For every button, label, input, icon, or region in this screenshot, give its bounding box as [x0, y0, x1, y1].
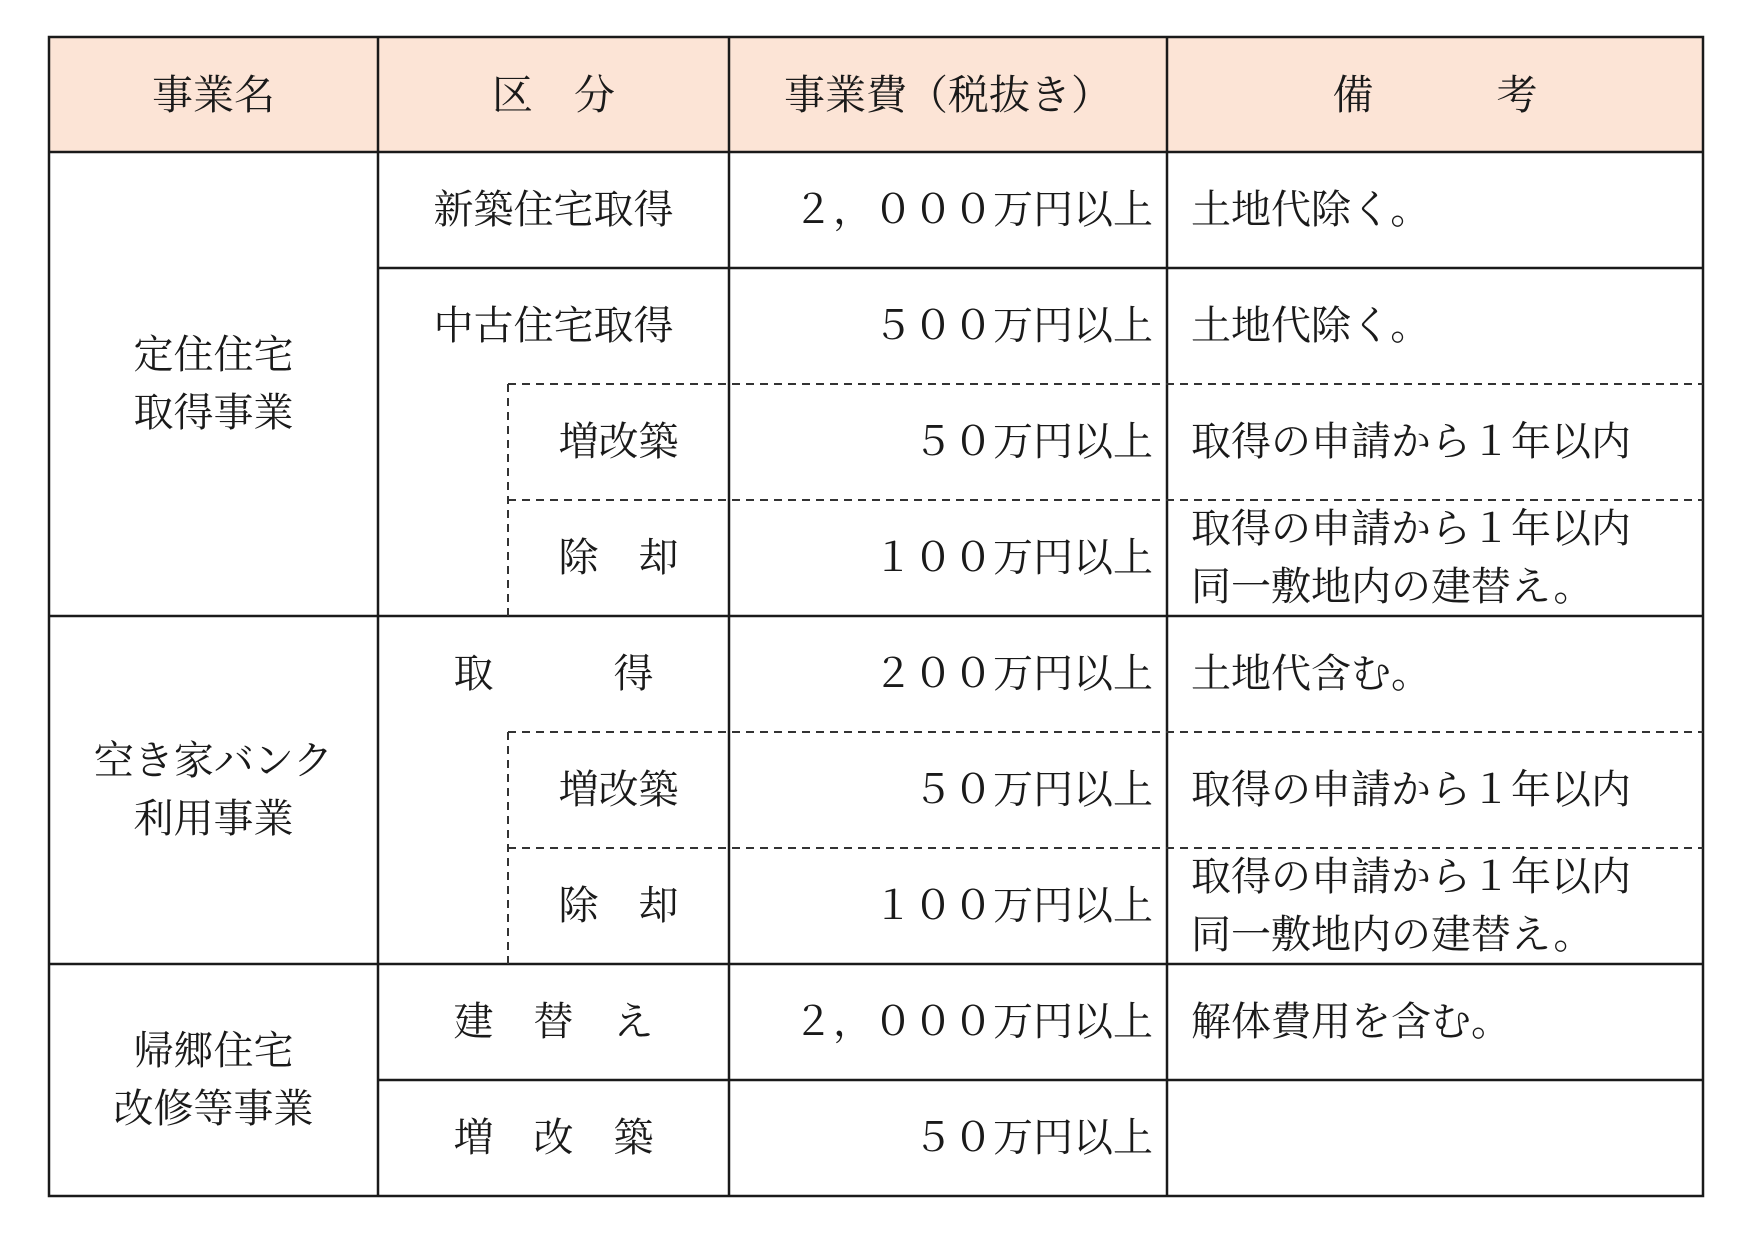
row-category: 増 改 築: [453, 1115, 654, 1161]
row-category: 除 却: [558, 883, 679, 929]
row-remarks: 取得の申請から１年以内 同一敷地内の建替え。: [1191, 854, 1631, 958]
row-cost: ２，０００万円以上: [793, 999, 1153, 1045]
row-category: 建 替 え: [453, 999, 654, 1045]
row-remarks: [1167, 1080, 1703, 1196]
header-remarks: 備 考: [1332, 70, 1538, 119]
header-category: 区 分: [492, 70, 615, 119]
row-cost: １００万円以上: [873, 883, 1153, 929]
row-category: 中古住宅取得: [433, 303, 674, 349]
row-remarks: 取得の申請から１年以内 同一敷地内の建替え。: [1191, 506, 1631, 610]
row-remarks: 土地代除く。: [1191, 303, 1431, 349]
row-cost: ５０万円以上: [913, 767, 1153, 813]
row-remarks: 取得の申請から１年以内: [1191, 767, 1631, 813]
row-category: 増改築: [558, 767, 679, 813]
row-cost: １００万円以上: [873, 535, 1153, 581]
row-cost: ５０万円以上: [913, 419, 1153, 465]
row-cost: ２００万円以上: [873, 651, 1153, 697]
header-name: 事業名: [152, 70, 275, 119]
row-cost: ５００万円以上: [873, 303, 1153, 349]
group-name: 帰郷住宅 改修等事業: [113, 1028, 314, 1132]
group-name: 定住住宅 取得事業: [133, 332, 294, 436]
row-category: 取 得: [453, 651, 654, 697]
row-remarks: 取得の申請から１年以内: [1191, 419, 1631, 465]
row-remarks: 土地代除く。: [1191, 187, 1431, 233]
row-category: 除 却: [558, 535, 679, 581]
group-name: 空き家バンク 利用事業: [93, 738, 334, 842]
row-remarks: 解体費用を含む。: [1191, 999, 1511, 1045]
row-remarks: 土地代含む。: [1191, 651, 1431, 697]
row-cost: ５０万円以上: [913, 1115, 1153, 1161]
row-category: 新築住宅取得: [433, 187, 674, 233]
row-category: 増改築: [558, 419, 679, 465]
row-cost: ２，０００万円以上: [793, 187, 1153, 233]
header-cost: 事業費（税抜き）: [784, 70, 1112, 119]
